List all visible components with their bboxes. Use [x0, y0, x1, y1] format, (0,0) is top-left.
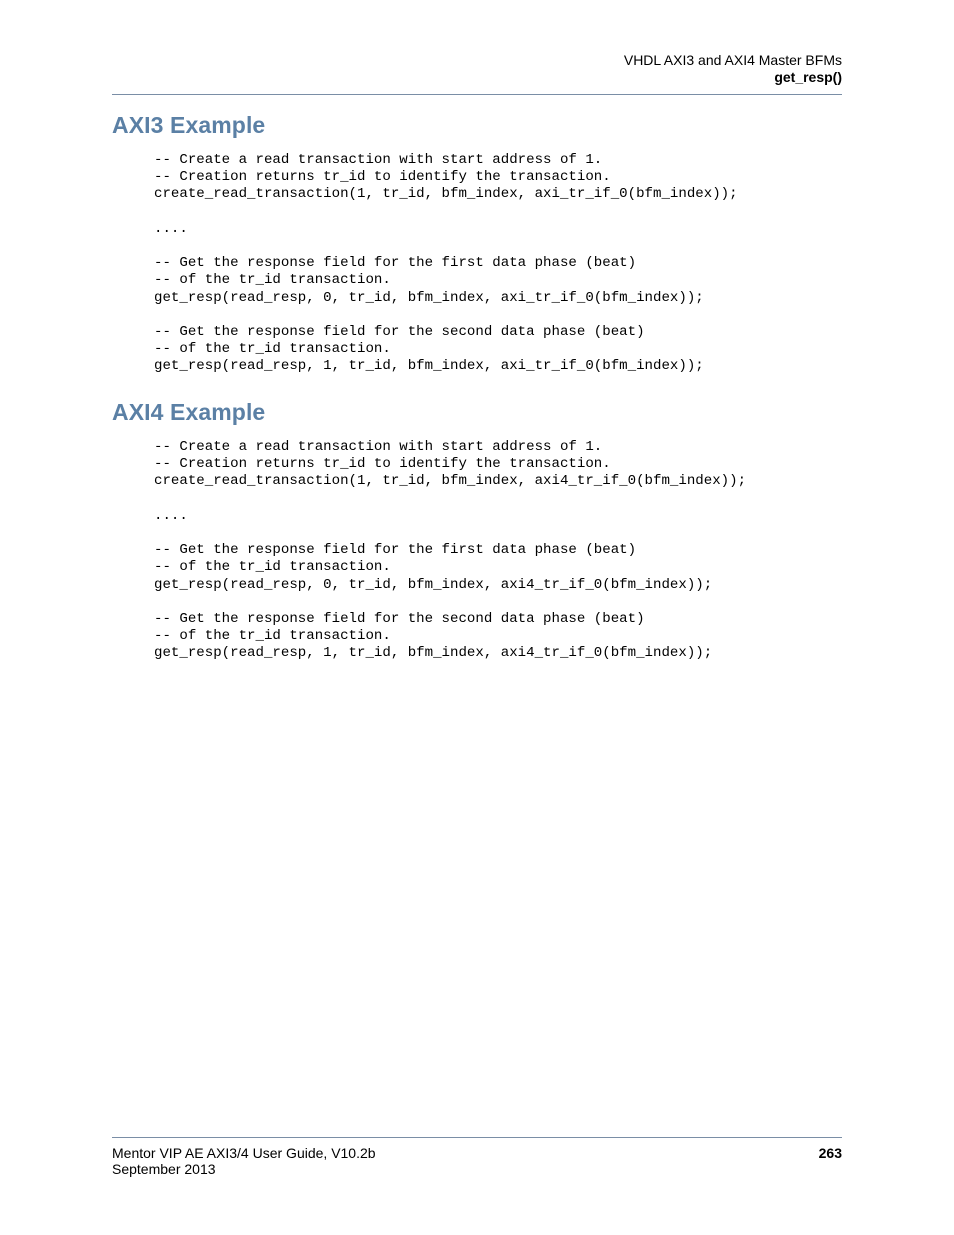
- code-line: -- Creation returns tr_id to identify the transaction.: [154, 456, 611, 473]
- code-line: ....: [154, 507, 188, 524]
- code-line: -- Create a read transaction with start address of 1.: [154, 152, 603, 168]
- code-line: get_resp(read_resp, 1, tr_id, bfm_index, axi_tr_if_0(bfm_index));: [154, 358, 704, 375]
- section-heading-axi4: AXI4 Example: [112, 399, 266, 425]
- header-rule: [112, 94, 842, 95]
- code-line: -- of the tr_id transaction.: [154, 272, 391, 289]
- code-block-axi4: [154, 439, 746, 662]
- code-line: -- Get the response field for the second data phase (beat): [154, 323, 645, 340]
- code-line: get_resp(read_resp, 0, tr_id, bfm_index, axi_tr_if_0(bfm_index));: [154, 289, 704, 306]
- code-line: -- Get the response field for the second data phase (beat): [154, 610, 645, 627]
- footer-date: September 2013: [112, 1161, 216, 1177]
- code-line: -- Get the response field for the first data phase (beat): [154, 255, 637, 272]
- code-line: -- of the tr_id transaction.: [154, 341, 391, 358]
- code-line: [154, 238, 738, 255]
- page-number: 263: [818, 1145, 842, 1161]
- code-line: get_resp(read_resp, 0, tr_id, bfm_index, axi4_tr_if_0(bfm_index));: [154, 576, 713, 593]
- code-line: create_read_transaction(1, tr_id, bfm_index, axi4_tr_if_0(bfm_index));: [154, 473, 747, 490]
- code-line: create_read_transaction(1, tr_id, bfm_index, axi_tr_if_0(bfm_index));: [154, 186, 738, 203]
- code-line: -- of the tr_id transaction.: [154, 628, 391, 645]
- header-subtitle: get_resp(): [774, 69, 842, 85]
- section-heading-axi3: AXI3 Example: [112, 112, 266, 138]
- footer-guide-title: Mentor VIP AE AXI3/4 User Guide, V10.2b: [112, 1145, 376, 1161]
- code-line: get_resp(read_resp, 1, tr_id, bfm_index, axi4_tr_if_0(bfm_index));: [154, 645, 713, 662]
- code-line: -- Get the response field for the first data phase (beat): [154, 542, 637, 559]
- footer-rule: [112, 1137, 842, 1138]
- code-line: -- of the tr_id transaction.: [154, 559, 391, 576]
- code-line: [154, 594, 746, 611]
- code-line: [154, 307, 738, 324]
- running-header: [112, 52, 842, 86]
- code-line: [154, 204, 738, 221]
- code-line: [154, 525, 746, 542]
- code-line: -- Creation returns tr_id to identify the transaction.: [154, 169, 611, 186]
- code-line: ....: [154, 220, 188, 237]
- code-block-axi3: [154, 152, 738, 375]
- code-line: [154, 491, 746, 508]
- header-title: VHDL AXI3 and AXI4 Master BFMs: [623, 52, 842, 68]
- footer-info: [112, 1145, 376, 1177]
- code-line: -- Create a read transaction with start address of 1.: [154, 439, 603, 455]
